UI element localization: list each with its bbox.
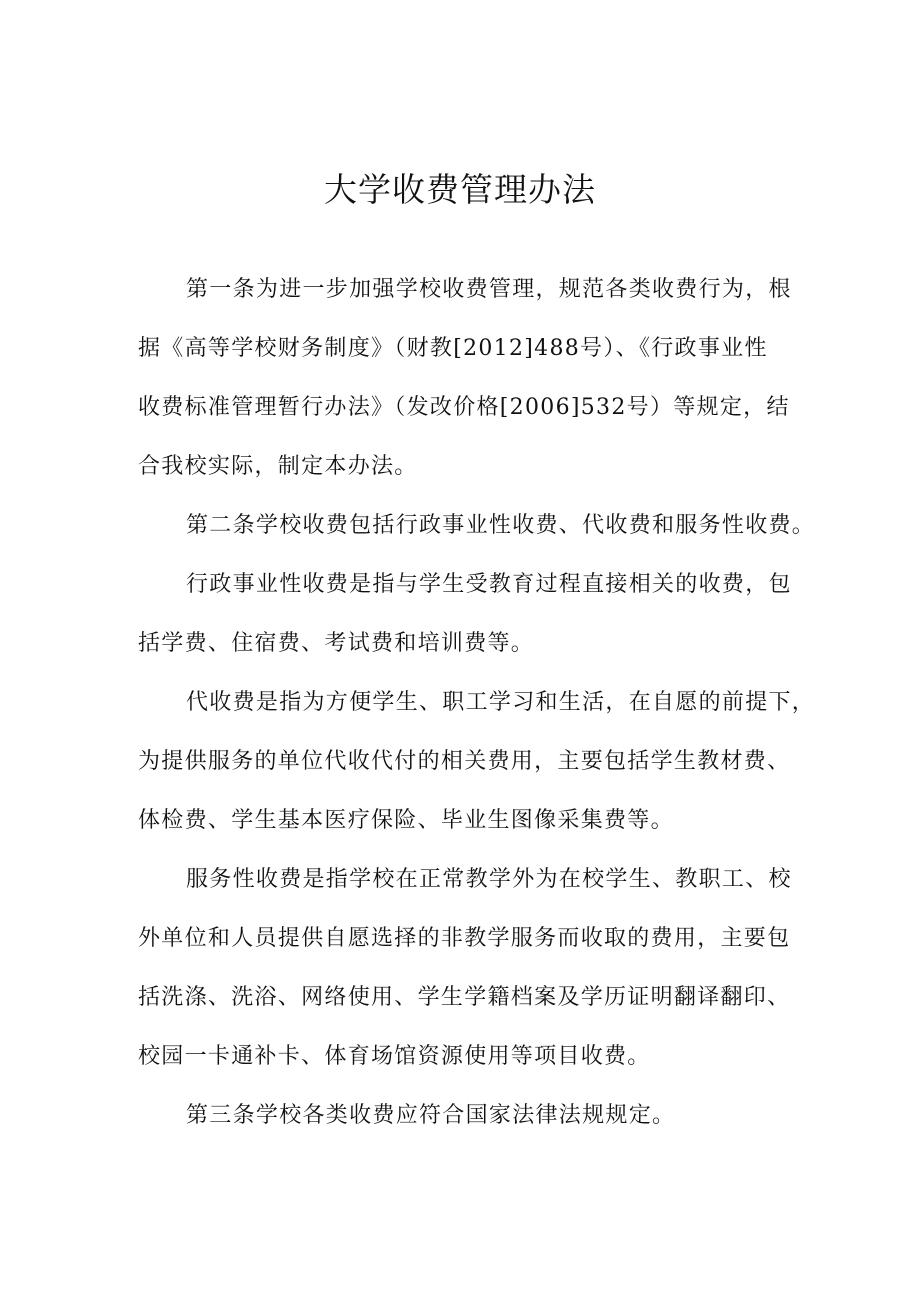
text-line: 体检费、学生基本医疗保险、毕业生图像采集费等。 — [138, 808, 674, 833]
text-line: 行政事业性收费是指与学生受教育过程直接相关的收费，包 — [186, 572, 792, 597]
paragraph-article-3 — [138, 1086, 792, 1145]
text-line: 合我校实际，制定本办法。 — [138, 454, 418, 479]
paragraph-administrative-fees — [138, 555, 792, 673]
text-line: 为提供服务的单位代收代付的相关费用，主要包括学生教材费、 — [138, 749, 791, 774]
paragraph-article-1 — [138, 260, 792, 496]
document-body — [138, 260, 816, 1145]
text-line: 据《高等学校财务制度》（财教[2012]488号）、《行政事业性 — [138, 336, 768, 361]
text-line: 服务性收费是指学校在正常教学外为在校学生、教职工、校 — [186, 867, 792, 892]
paragraph-article-2 — [138, 496, 816, 555]
document-title: 大学收费管理办法 — [324, 170, 596, 209]
text-line: 代收费是指为方便学生、职工学习和生活，在自愿的前提下， — [186, 690, 816, 715]
text-line: 第一条为进一步加强学校收费管理，规范各类收费行为，根 — [186, 277, 792, 302]
text-line: 校园一卡通补卡、体育场馆资源使用等项目收费。 — [138, 1044, 651, 1069]
text-line: 括学费、住宿费、考试费和培训费等。 — [138, 631, 535, 656]
text-line: 括洗涤、洗浴、网络使用、学生学籍档案及学历证明翻译翻印、 — [138, 985, 791, 1010]
paragraph-collection-fees — [138, 673, 816, 850]
paragraph-service-fees — [138, 850, 792, 1086]
text-line: 收费标准管理暂行办法》（发改价格[2006]532号）等规定，结 — [138, 395, 790, 420]
text-line: 第二条学校收费包括行政事业性收费、代收费和服务性收费。 — [186, 513, 816, 538]
text-line: 外单位和人员提供自愿选择的非教学服务而收取的费用，主要包 — [138, 926, 791, 951]
text-line: 第三条学校各类收费应符合国家法律法规规定。 — [186, 1103, 676, 1128]
